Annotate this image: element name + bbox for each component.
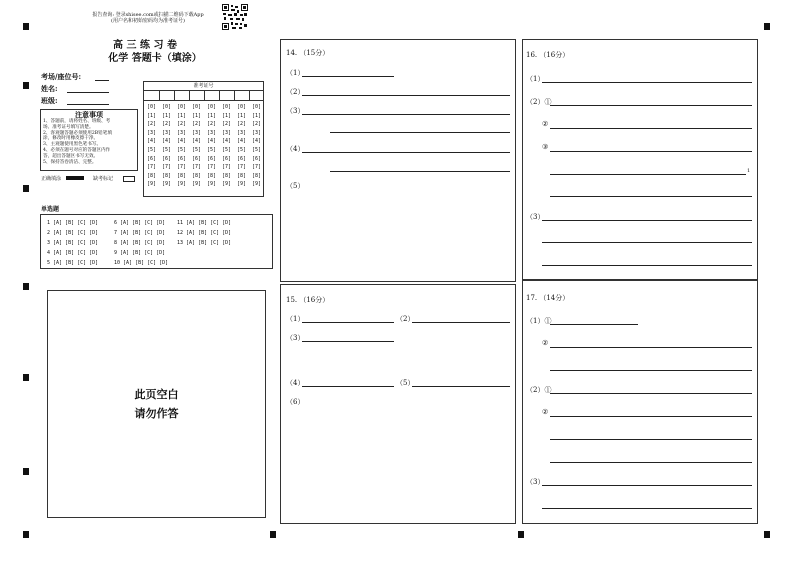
q14-part5: （5）	[286, 182, 305, 190]
exam-id-bubble[interactable]: [9]	[191, 181, 202, 188]
q17-part1: （1）①	[526, 317, 552, 325]
exam-id-bubble[interactable]: [0]	[206, 104, 217, 110]
qr-code	[222, 4, 248, 30]
q16-answer-line[interactable]	[542, 82, 752, 83]
q15-part4: （4）	[286, 379, 305, 387]
timing-mark	[518, 531, 524, 538]
exam-id-bubble[interactable]: [5]	[161, 146, 172, 153]
exam-id-bubble[interactable]: [3]	[206, 129, 217, 136]
blank-text-1: 此页空白	[134, 388, 179, 401]
exam-id-bubble[interactable]: [4]	[161, 138, 172, 145]
exam-id-box	[143, 81, 264, 197]
notes-box	[40, 109, 138, 171]
exam-id-bubble[interactable]: [2]	[191, 121, 202, 128]
timing-mark	[23, 531, 29, 538]
exam-id-bubble[interactable]: [3]	[221, 129, 232, 136]
q14-answer-line[interactable]	[330, 171, 510, 172]
exam-id-bubble[interactable]: [7]	[236, 164, 247, 171]
exam-id-bubble[interactable]: [9]	[146, 181, 157, 188]
exam-id-bubble[interactable]: [0]	[236, 104, 247, 110]
exam-id-bubble[interactable]: [0]	[221, 104, 232, 110]
exam-id-bubble[interactable]: [5]	[206, 146, 217, 153]
exam-id-bubble[interactable]: [8]	[191, 172, 202, 179]
notes-title: 注意事项	[75, 110, 103, 119]
exam-id-bubble[interactable]: [5]	[176, 146, 187, 153]
exam-id-bubble[interactable]: [7]	[251, 164, 262, 171]
exam-id-column[interactable]	[236, 103, 247, 189]
exam-id-title: 准考证号	[144, 82, 263, 91]
exam-id-column[interactable]	[221, 103, 232, 189]
mc-title: 单选题	[41, 206, 60, 213]
blank-panel	[47, 290, 266, 518]
exam-id-bubble[interactable]: [6]	[206, 155, 217, 162]
exam-id-bubble[interactable]: [0]	[176, 104, 187, 110]
q15-part2: （2）	[396, 315, 415, 323]
exam-id-bubble[interactable]: [2]	[251, 121, 262, 128]
exam-id-bubble[interactable]: [9]	[206, 181, 217, 188]
q17-part3: （3）	[526, 478, 545, 486]
exam-id-bubbles[interactable]	[144, 101, 263, 191]
timing-mark	[23, 82, 29, 89]
q17-part2: （2）①	[526, 386, 552, 394]
exam-id-bubble[interactable]: [6]	[146, 155, 157, 162]
exam-id-column[interactable]	[251, 103, 262, 189]
mc-row[interactable]: 8 [A] [B] [C] [D]	[114, 240, 166, 246]
q16-answer-line[interactable]	[542, 242, 752, 243]
q15-title: 15. （16分）	[286, 296, 330, 304]
q15-part3: （3）	[286, 334, 305, 342]
q16-part2-3: ③	[542, 143, 549, 151]
timing-mark	[23, 374, 29, 381]
exam-id-bubble[interactable]: [9]	[221, 181, 232, 188]
q15-answer-line[interactable]	[412, 386, 510, 387]
absent-mark-box[interactable]	[123, 176, 135, 182]
exam-id-bubble[interactable]: [7]	[191, 164, 202, 171]
q14-answer-line[interactable]	[302, 76, 394, 77]
q16-part2-2: ②	[542, 120, 549, 128]
q17-answer-line[interactable]	[550, 347, 752, 348]
q17-answer-line[interactable]	[550, 393, 752, 394]
room-seat-field[interactable]	[95, 80, 109, 81]
exam-id-bubble[interactable]: [6]	[191, 155, 202, 162]
exam-id-bubble[interactable]: [4]	[176, 138, 187, 145]
q17-answer-line[interactable]	[550, 370, 752, 371]
exam-id-bubble[interactable]: [7]	[176, 164, 187, 171]
exam-id-bubble[interactable]: [2]	[161, 121, 172, 128]
q17-answer-line[interactable]	[550, 439, 752, 440]
exam-id-bubble[interactable]: [8]	[176, 172, 187, 179]
exam-id-bubble[interactable]: [3]	[251, 129, 262, 136]
timing-mark	[764, 531, 770, 538]
mc-row[interactable]: 5 [A] [B] [C] [D]	[47, 260, 99, 266]
q14-answer-line[interactable]	[302, 114, 510, 115]
exam-id-bubble[interactable]: [5]	[221, 146, 232, 153]
exam-id-bubble[interactable]: [7]	[161, 164, 172, 171]
exam-id-bubble[interactable]: [9]	[251, 181, 262, 188]
exam-id-bubble[interactable]: [0]	[191, 104, 202, 110]
exam-id-bubble[interactable]: [4]	[251, 138, 262, 145]
exam-id-bubble[interactable]: [1]	[251, 112, 262, 119]
q16-answer-line[interactable]	[550, 196, 752, 197]
exam-id-bubble[interactable]: [6]	[221, 155, 232, 162]
page-title: 高 三 练 习 卷	[113, 40, 177, 51]
exam-id-bubble[interactable]: [8]	[206, 172, 217, 179]
exam-id-bubble[interactable]: [2]	[236, 121, 247, 128]
exam-id-bubble[interactable]: [6]	[236, 155, 247, 162]
exam-id-bubble[interactable]: [8]	[236, 172, 247, 179]
q16-unit: 1	[747, 168, 751, 174]
exam-id-bubble[interactable]: [7]	[146, 164, 157, 171]
exam-id-bubble[interactable]: [5]	[191, 146, 202, 153]
exam-id-bubble[interactable]: [1]	[236, 112, 247, 119]
timing-mark	[270, 531, 276, 538]
mc-row[interactable]: 13 [A] [B] [C] [D]	[177, 240, 232, 246]
exam-id-bubble[interactable]: [4]	[146, 138, 157, 145]
mc-row[interactable]: 12 [A] [B] [C] [D]	[177, 230, 232, 236]
exam-id-bubble[interactable]: [1]	[161, 112, 172, 119]
exam-id-bubble[interactable]: [5]	[236, 146, 247, 153]
exam-id-bubble[interactable]: [1]	[206, 112, 217, 119]
q16-part2: （2）①	[526, 98, 552, 106]
exam-id-bubble[interactable]: [4]	[221, 138, 232, 145]
q16-title: 16. （16分）	[526, 51, 570, 59]
q15-answer-line[interactable]	[302, 386, 394, 387]
q17-part2-2: ②	[542, 408, 549, 416]
exam-id-bubble[interactable]: [3]	[146, 129, 157, 136]
mc-row[interactable]: 4 [A] [B] [C] [D]	[47, 250, 99, 256]
timing-mark	[23, 468, 29, 475]
q17-answer-line[interactable]	[550, 416, 752, 417]
q17-answer-line[interactable]	[550, 462, 752, 463]
q14-answer-line[interactable]	[330, 132, 510, 133]
page-subtitle: 化学 答题卡（填涂）	[108, 53, 202, 64]
q16-answer-line[interactable]	[550, 174, 746, 175]
correct-fill-sample	[66, 176, 84, 180]
exam-id-bubble[interactable]: [9]	[161, 181, 172, 188]
mc-box	[40, 214, 273, 269]
mc-row[interactable]: 3 [A] [B] [C] [D]	[47, 240, 99, 246]
exam-id-bubble[interactable]: [8]	[221, 172, 232, 179]
class-field[interactable]	[67, 104, 109, 105]
q14-part4: （4）	[286, 145, 305, 153]
exam-id-column[interactable]	[206, 103, 217, 189]
exam-id-bubble[interactable]: [2]	[146, 121, 157, 128]
exam-id-bubble[interactable]: [6]	[176, 155, 187, 162]
exam-id-write-row	[144, 91, 263, 101]
mc-row[interactable]: 10 [A] [B] [C] [D]	[114, 260, 169, 266]
exam-id-bubble[interactable]: [0]	[146, 104, 157, 110]
class-label: 班级:	[41, 96, 58, 105]
blank-text-2: 请勿作答	[134, 407, 179, 420]
exam-id-bubble[interactable]: [0]	[251, 104, 262, 110]
exam-id-bubble[interactable]: [6]	[251, 155, 262, 162]
q17-answer-line[interactable]	[542, 485, 752, 486]
exam-id-bubble[interactable]: [3]	[161, 129, 172, 136]
q16-part1: （1）	[526, 75, 545, 83]
q17-part1-2: ②	[542, 339, 549, 347]
mc-row[interactable]: 6 [A] [B] [C] [D]	[114, 220, 166, 226]
mc-row[interactable]: 11 [A] [B] [C] [D]	[177, 220, 232, 226]
q16-answer-line[interactable]	[542, 220, 752, 221]
timing-mark	[23, 283, 29, 290]
q17-answer-line[interactable]	[542, 508, 752, 509]
q17-title: 17. （14分）	[526, 294, 570, 302]
mc-row[interactable]: 9 [A] [B] [C] [D]	[114, 250, 166, 256]
q14-part2: （2）	[286, 88, 305, 96]
room-seat-label: 考场/座位号:	[41, 72, 82, 81]
correct-fill-label: 正确填涂	[41, 176, 62, 182]
name-label: 姓名:	[41, 84, 58, 93]
q16-answer-line[interactable]	[550, 105, 752, 106]
q14-answer-line[interactable]	[302, 152, 510, 153]
exam-id-bubble[interactable]: [8]	[161, 172, 172, 179]
exam-id-bubble[interactable]: [1]	[176, 112, 187, 119]
q14-title: 14. （15分）	[286, 49, 330, 57]
timing-mark	[764, 23, 770, 30]
exam-id-column[interactable]	[161, 103, 172, 189]
exam-id-column[interactable]	[176, 103, 187, 189]
exam-id-bubble[interactable]: [1]	[191, 112, 202, 119]
q17-answer-line[interactable]	[550, 324, 638, 325]
exam-id-bubble[interactable]: [9]	[176, 181, 187, 188]
q16-answer-line[interactable]	[542, 265, 752, 266]
exam-id-bubble[interactable]: [1]	[221, 112, 232, 119]
exam-id-bubble[interactable]: [0]	[161, 104, 172, 110]
exam-id-bubble[interactable]: [2]	[206, 121, 217, 128]
mc-row[interactable]: 2 [A] [B] [C] [D]	[47, 230, 99, 236]
exam-id-bubble[interactable]: [9]	[236, 181, 247, 188]
exam-id-bubble[interactable]: [7]	[221, 164, 232, 171]
notes-list: 1、答题前，请将姓名、班级、考 场、准考证号填写清楚。 2、客观题答题必须使用2B铅笔填 涂，修改时用橡皮擦干净。 3、主观题使用黑色笔书写。 4、必须在题号对应的答题区内作 答，超出答题区书写无效。 5、保持答卷清洁、完整。	[43, 119, 112, 165]
timing-mark	[23, 23, 29, 30]
q15-answer-line[interactable]	[302, 341, 394, 342]
mc-row[interactable]: 7 [A] [B] [C] [D]	[114, 230, 166, 236]
q14-part3: （3）	[286, 107, 305, 115]
timing-mark	[23, 185, 29, 192]
exam-id-bubble[interactable]: [3]	[176, 129, 187, 136]
q16-answer-line[interactable]	[550, 151, 752, 152]
q15-part6: （6）	[286, 398, 305, 406]
q14-answer-line[interactable]	[302, 95, 510, 96]
q16-part3: （3）	[526, 213, 545, 221]
absent-mark-label: 缺考标记	[93, 176, 114, 182]
q15-part5: （5）	[396, 379, 415, 387]
q17-box	[522, 280, 758, 524]
report-notice: 报告查询: 登录shisee.com或扫描二维码下载App (用户名和初始密码均为准考证号)	[92, 12, 204, 24]
exam-id-bubble[interactable]: [2]	[176, 121, 187, 128]
exam-id-bubble[interactable]: [4]	[236, 138, 247, 145]
exam-id-bubble[interactable]: [4]	[206, 138, 217, 145]
mc-row[interactable]: 1 [A] [B] [C] [D]	[47, 220, 99, 226]
exam-id-column[interactable]	[191, 103, 202, 189]
exam-id-bubble[interactable]: [3]	[191, 129, 202, 136]
exam-id-bubble[interactable]: [4]	[191, 138, 202, 145]
exam-id-bubble[interactable]: [5]	[251, 146, 262, 153]
q15-answer-line[interactable]	[412, 322, 510, 323]
exam-id-bubble[interactable]: [2]	[221, 121, 232, 128]
q15-part1: （1）	[286, 315, 305, 323]
exam-id-bubble[interactable]: [5]	[146, 146, 157, 153]
name-field[interactable]	[67, 92, 109, 93]
q16-answer-line[interactable]	[550, 128, 752, 129]
q16-box	[522, 39, 758, 280]
exam-id-bubble[interactable]: [8]	[146, 172, 157, 179]
q15-answer-line[interactable]	[302, 322, 394, 323]
exam-id-bubble[interactable]: [8]	[251, 172, 262, 179]
exam-id-bubble[interactable]: [7]	[206, 164, 217, 171]
exam-id-bubble[interactable]: [6]	[161, 155, 172, 162]
q14-part1: （1）	[286, 69, 305, 77]
exam-id-bubble[interactable]: [1]	[146, 112, 157, 119]
exam-id-bubble[interactable]: [3]	[236, 129, 247, 136]
exam-id-column[interactable]	[146, 103, 157, 189]
